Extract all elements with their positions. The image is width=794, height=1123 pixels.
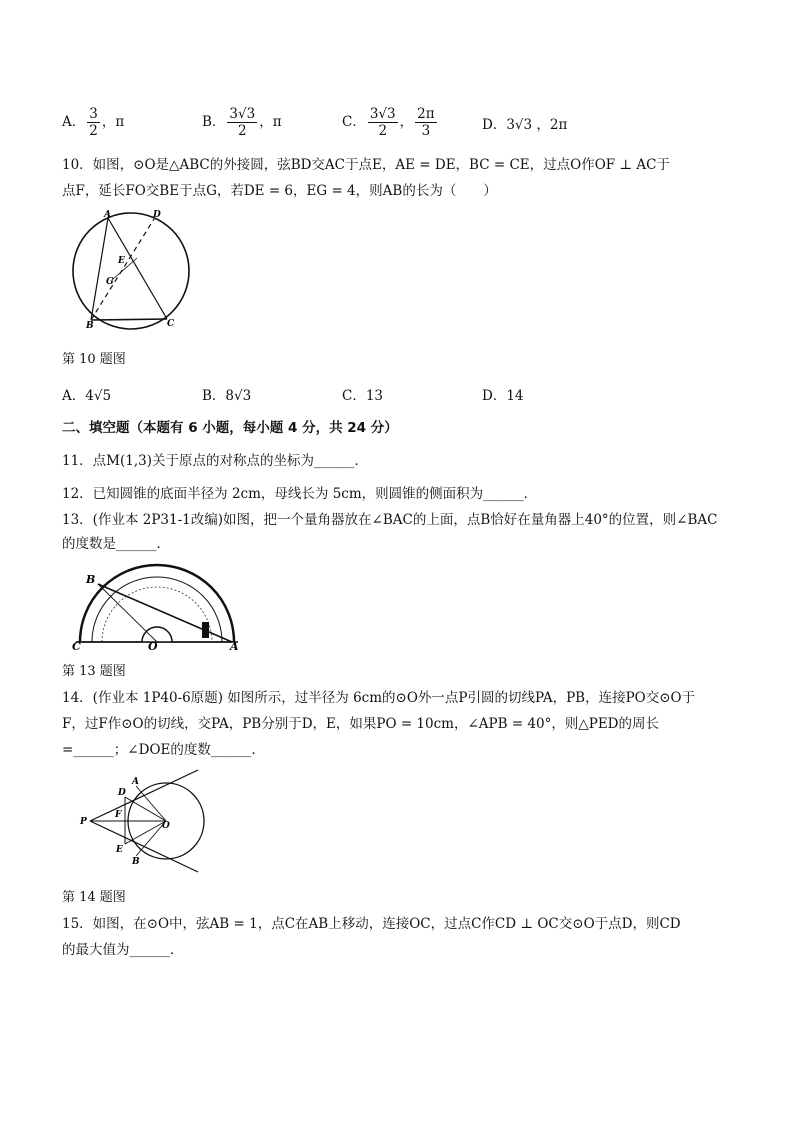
q10-figure bbox=[64, 204, 204, 334]
q14-caption: 第 14 题图 bbox=[62, 890, 126, 905]
q12: 12．已知圆锥的底面半径为 2cm，母线长为 5cm，则圆锥的侧面积为______． bbox=[62, 486, 538, 502]
denominator: 2 bbox=[378, 123, 388, 139]
q15-line2: 的最大值为______． bbox=[62, 942, 184, 958]
q15-line1: 15．如图，在⊙O中，弦AB = 1，点C在AB上移动，连接OC，过点C作CD ⊥ OC交⊙O于点D，则CD bbox=[62, 916, 681, 932]
option-label: A． bbox=[62, 388, 86, 404]
q13-caption: 第 13 题图 bbox=[62, 664, 126, 679]
q10-line1: 10．如图，⊙O是△ABC的外接圆，弦BD交AC于点E，AE = DE，BC = CE，过点O作OF ⊥ AC于 bbox=[62, 157, 670, 173]
radius-ob bbox=[98, 584, 157, 642]
option-label: B． bbox=[202, 114, 226, 130]
option-label: A． bbox=[62, 114, 86, 130]
segment-eo bbox=[125, 821, 166, 844]
label-c: C bbox=[72, 640, 81, 652]
segment-ac bbox=[108, 218, 167, 319]
q14-line2: F，过F作⊙O的切线，交PA，PB分别于D，E，如果PO = 10cm，∠APB = 40°，则△PED的周长 bbox=[62, 716, 660, 732]
label-o: O bbox=[162, 821, 170, 831]
option-separator: ， bbox=[399, 114, 414, 130]
label-b: B bbox=[86, 321, 94, 331]
fraction bbox=[368, 106, 398, 139]
q10-option-a bbox=[62, 384, 111, 404]
option-c bbox=[342, 106, 439, 139]
label-a: A bbox=[230, 640, 239, 652]
numerator: 3√3 bbox=[229, 106, 256, 122]
segment-do bbox=[125, 797, 166, 821]
label-b: B bbox=[132, 857, 140, 867]
label-a: A bbox=[132, 777, 139, 787]
option-text: 3√3 ，2π bbox=[506, 117, 568, 133]
option-text: 13 bbox=[365, 388, 384, 404]
option-label: B． bbox=[202, 388, 226, 404]
q10-option-b bbox=[202, 384, 251, 404]
q14-line3: =______；∠DOE的度数______． bbox=[62, 742, 265, 758]
fraction bbox=[227, 106, 257, 139]
circle-o bbox=[73, 213, 189, 329]
option-label: C． bbox=[342, 388, 366, 404]
segment-ao bbox=[136, 786, 166, 821]
option-b bbox=[202, 106, 282, 139]
label-f: F bbox=[115, 810, 122, 820]
option-d bbox=[482, 113, 567, 133]
q13-line1: 13．(作业本 2P31-1改编)如图，把一个量角器放在∠BAC的上面，点B恰好在量角器上40°的位置，则∠BAC bbox=[62, 512, 718, 528]
option-label: D． bbox=[482, 117, 507, 133]
q13-line2: 的度数是______． bbox=[62, 536, 170, 552]
q11: 11．点M(1,3)关于原点的对称点的坐标为______． bbox=[62, 453, 369, 469]
fraction bbox=[415, 106, 436, 139]
q13-figure bbox=[62, 556, 252, 652]
label-a: A bbox=[104, 210, 111, 220]
label-p: P bbox=[80, 817, 87, 827]
segment-bc bbox=[91, 319, 167, 320]
mark-icon bbox=[202, 622, 209, 638]
label-g: G bbox=[106, 277, 114, 287]
denominator: 3 bbox=[421, 123, 431, 139]
label-d: D bbox=[153, 210, 161, 220]
q14-figure bbox=[76, 764, 216, 878]
option-text: 8√3 bbox=[225, 388, 252, 404]
denominator: 2 bbox=[238, 123, 247, 139]
q10-option-d bbox=[482, 384, 524, 404]
q10-line2: 点F，延长FO交BE于点G，若DE = 6，EG = 4，则AB的长为（ ） bbox=[62, 183, 497, 199]
label-b: B bbox=[86, 573, 96, 586]
segment-ab bbox=[91, 218, 108, 320]
option-text: 4√5 bbox=[85, 388, 112, 404]
denominator: 2 bbox=[89, 123, 98, 139]
label-e: E bbox=[116, 845, 123, 855]
label-c: C bbox=[167, 319, 175, 329]
numerator: 2π bbox=[417, 106, 435, 122]
segment-bd bbox=[91, 219, 154, 320]
option-label: D． bbox=[482, 388, 507, 404]
numerator: 3√3 bbox=[369, 106, 396, 122]
fraction bbox=[87, 106, 100, 139]
option-a bbox=[62, 106, 124, 139]
label-o: O bbox=[148, 640, 158, 652]
label-d: D bbox=[118, 788, 126, 798]
label-e: E bbox=[118, 256, 125, 266]
section-heading: 二、填空题（本题有 6 小题，每小题 4 分，共 24 分） bbox=[62, 420, 398, 436]
numerator: 3 bbox=[89, 106, 98, 122]
option-text: 14 bbox=[506, 388, 524, 404]
q10-caption: 第 10 题图 bbox=[62, 352, 126, 367]
q10-option-c bbox=[342, 384, 383, 404]
option-label: C． bbox=[342, 114, 366, 130]
option-tail: ，π bbox=[259, 114, 282, 130]
q14-line1: 14．(作业本 1P40-6原题) 如图所示，过半径为 6cm的⊙O外一点P引圆的切线PA，PB，连接PO交⊙O于 bbox=[62, 690, 696, 706]
option-tail: ，π bbox=[101, 114, 125, 130]
